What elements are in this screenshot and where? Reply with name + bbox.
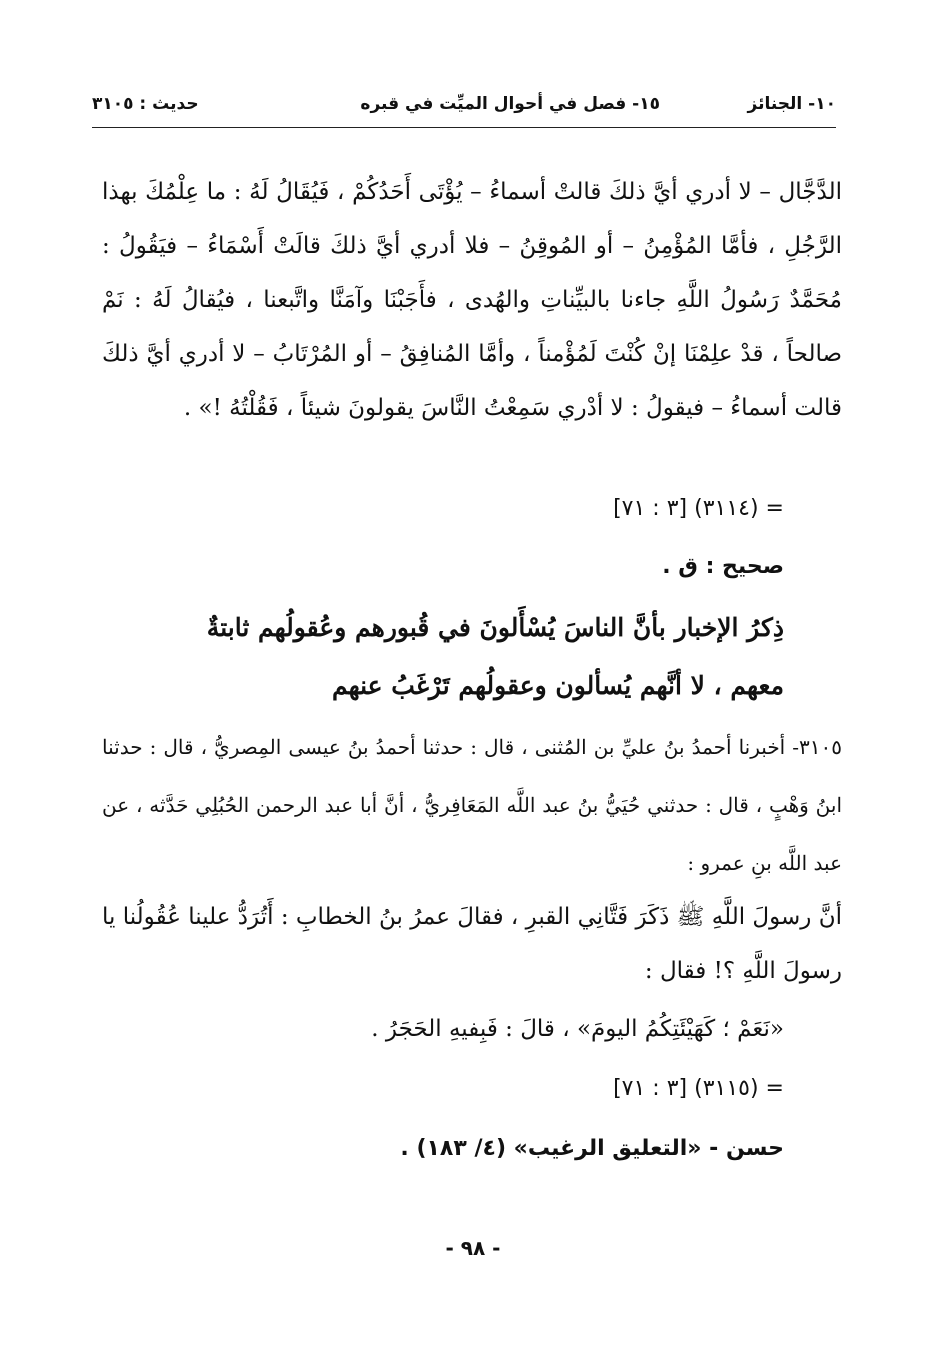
hadith-text-continued: الدَّجَّال – لا أدري أيَّ ذلكَ قالتْ أسماءُ – يُؤْتَى أَحَدُكُمْ ، فَيُقَالُ لَهُ : ما عِلْمُكَ بهذا الرَّجُلِ ، فأمَّا المُؤْمِنُ – أو المُوقِنُ – فلا أدري أيَّ ذلكَ قالَتْ أَسْمَاءُ – فيَقُولُ : مُحَمَّدٌ رَسُولُ اللَّهِ جاءنا بالبيِّناتِ والهُدى ، فأَجَبْنَا وآمَنَّا واتَّبعنا ، فيُقالُ لَهُ : نَمْ صالحاً ، قدْ علِمْنَا إنْ كُنْتَ لَمُؤْمناً ، وأمَّا المُنافِقُ – أو المُرْتَابُ – لا أدري أيَّ ذلكَ قالت أسماءُ – فيقولُ : لا أدْري سَمِعْتُ النَّاسَ يقولونَ شيئاً ، فَقُلْتُهُ !» .: [102, 179, 842, 421]
cross-reference-2: = (٣١١٥) [٣ : ٧١]: [613, 1076, 784, 1101]
header-book-section: ١٠- الجنائز: [747, 94, 836, 114]
header-chapter: ١٥- فصل في أحوال الميِّت في قبره: [360, 94, 660, 114]
chapter-title-line-2: معهم ، لا أنَّهم يُسألون وعقولُهم تَرْغَبُ عنهم: [331, 671, 784, 700]
hadith-reply: «نَعَمْ ؛ كَهَيْئَتِكُمُ اليومَ» ، قالَ : فَبِفيهِ الحَجَرُ .: [371, 1016, 784, 1042]
chapter-title-line-1: ذِكرُ الإخبار بأنَّ الناسَ يُسْأَلونَ في قُبورهم وعُقولُهم ثابتةٌ: [206, 613, 784, 642]
header-hadith-ref: حديث : ٣١٠٥: [92, 94, 199, 114]
grading-2: حسن - «التعليق الرغيب» (٤/ ١٨٣) .: [400, 1136, 784, 1161]
cross-reference-1: = (٣١١٤) [٣ : ٧١]: [613, 496, 784, 521]
hadith-isnad: ٣١٠٥- أخبرنا أحمدُ بنُ عليِّ بن المُثنى ، قال : حدثنا أحمدُ بنُ عيسى المِصريُّ ، قال : حدثنا ابنُ وَهْبٍ ، قال : حدثني حُيَيُّ بنُ عبد اللَّه المَعَافِريُّ ، أنَّ أبا عبد الرحمن الحُبُلِي حَدَّثه ، عن عبد اللَّه بنِ عمرو :: [102, 735, 842, 875]
running-header: [92, 92, 836, 120]
grading-1: صحيح : ق .: [662, 554, 784, 579]
header-divider: [92, 127, 836, 128]
hadith-matn: أنَّ رسولَ اللَّهِ ﷺ ذَكَرَ فَتَّانِي القبرِ ، فقالَ عمرُ بنُ الخطابِ : أَتُرَدُّ علينا عُقُولُنا يا رسولَ اللَّهِ ؟! فقال :: [102, 904, 842, 984]
page-number: - ٩٨ -: [445, 1236, 501, 1260]
